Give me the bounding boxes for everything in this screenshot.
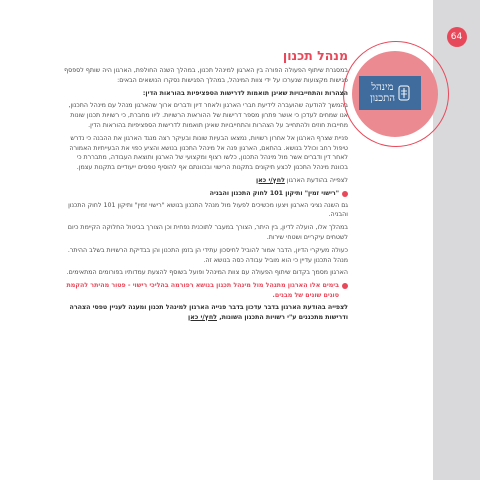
article-content: [64, 48, 348, 325]
bullet-dot: [342, 283, 348, 289]
section-3-body-text: לצפייה בהודעת הארגון בדבר עדכון בדבר פנייה הארגון למינהל תכנון ומענה לעניין טפסי הצהרה ודרישות מתכננים ע"י רשויות התכנון השונות,: [69, 303, 348, 321]
logo-text: [370, 82, 395, 104]
section-2-body-2: במהלך אלו, הועלה לדיון, בין היתר, הצורך במעבר לתוכנית נפחית וכן הצורך בביטול החלוקה הקיימת כיום לשטחים עיקריים ושטחי שירות.: [67, 224, 348, 241]
logo-line-1: מינהל: [371, 82, 394, 93]
section-3-heading: בימים אלו הארגון מתנהל מול מינהל תכנון בנושא רפורמה בהליכי רישוי - פטור מהיתר להקמת סוגים שונים של מבנים.: [66, 282, 339, 299]
section-3-link[interactable]: לחץ/י כאן: [188, 313, 217, 321]
section-1-link-prefix: לצפייה בהודעת הארגון: [286, 176, 348, 184]
logo-line-2: התכנון: [369, 93, 396, 104]
page-title: מנהל תכנון: [282, 48, 348, 63]
section-1-heading: הצהרות והתחייבויות שאינן תואמות לדרישות הספציפיות בהוראות הדין:: [142, 89, 348, 97]
section-1-body-2: פניית שצרף הארגון אל אחרון רשויות, נמצאו הבעיות שונות ובעיקר רצה מנגד הארגון את ההבנה כי נדרש טיפול רחב וכולל בנושא. בהתאם, הארגון פנה אל מינהל התכנון בנושא והציע כפוי את הבעייתיות האמורה לאחר דין ודברים אשר מול מינהל התכנון, כלשו רצוף ומקצועי של הארגון ותוצאת העבודה, מתבררת כי בכוונת מינהל התכנון לכצע תיקונים בתקנות הרישוי ובכוונתם אף להוסיף טפסים ייעודיים בתקנות עצמן.: [69, 134, 348, 172]
section-2-body-3: כעולה מעיקרי הדיון, הדבר אמור להוביל לחיסכון עתידי הן בזמן התכנון והן בבדיקת הרשויות בשלב ההיתר. מנהל התכנון עדיין כי הוא מוביל עבודה כסה בנושא זה.: [67, 246, 348, 264]
planning-administration-logo: [359, 76, 421, 110]
page-number-badge: 64: [447, 27, 467, 47]
section-2-heading: "רישוי זמין" ותיקון 101 לחוק התכנון והבניה: [209, 189, 339, 197]
state-emblem-icon: [398, 85, 410, 101]
section-2-body-4: הארגון מסמך בקדום שיתוף הפעולה עם צוות המינהל ופועל בשוסף להצעת עמדותיו בפורומים המתאימים.: [66, 269, 348, 277]
section-3-heading-row: [64, 281, 348, 301]
section-2-heading-row: [64, 189, 348, 199]
section-1-link-line: [64, 176, 348, 186]
section-1-body: בהמשך להודעה שהועברה לידיעת חברי הארגון ולאחר דיון ודברים ארוך שהארגון מנהל עם מינהל התכנון, אנו שמחים לעדכן כי אושר פתרון מספר דרישות של ההוראות הרשויות. ליוו מחברת, כי רשויות תכנון שונות מחייבות חוזים ולהתחייב על הצהרות והתחייבויות שאינן תואמות לדרישות הספציפיות בהוראות הדין.: [68, 102, 348, 129]
section-2-body: גם השנה נציגי הארגון ויצעו מכשיכים לפעול מול מנהל התכנון בנושא "רישוי זמין" ותיקון 101 לחוק התכנון והבניה.: [68, 201, 348, 219]
intro-paragraph: במסגרת שיתוף הפעולה הפורה בין הארגון למינהל תכנון, במהלך השנה החולפת, הארגון היה שותף לספסף פגישות מקצועות שנערכו על ידי צוות המינהל, במהלך הפגישות נסקרו הנושאים הבאים:: [64, 67, 348, 84]
section-1-link[interactable]: לחץ/י כאן: [255, 176, 285, 184]
section-3-body: [64, 303, 348, 323]
bullet-dot: [342, 191, 348, 197]
